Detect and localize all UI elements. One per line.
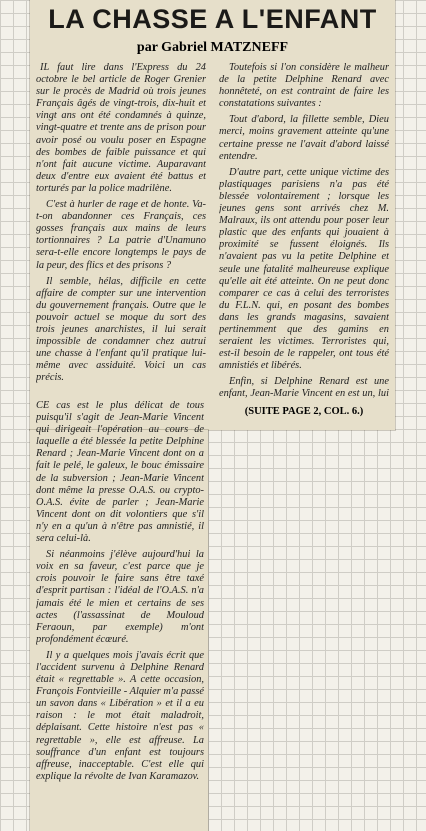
paragraph: Si néanmoins j'élève aujourd'hui la voix en sa faveur, c'est parce que je crois pouvoir le faire sans être taxé d'esprit partisan : l'idéal de l'O.A.S. n'a jamais été le mien et certains de ses actes (l'assassinat de Mouloud Feraoun, par exemple) m'ont profondément écœuré.: [36, 549, 204, 645]
paragraph: [36, 62, 206, 195]
continuation-note: (SUITE PAGE 2, COL. 6.): [244, 406, 364, 417]
paragraph: Tout d'abord, la fillette semble, Dieu merci, moins gravement atteinte qu'une certaine presse ne l'avait d'abord laissé entendre.: [219, 114, 389, 162]
paragraph: Il y a quelques mois j'avais écrit que l'accident survenu à Delphine Renard était « regrettable ». A cette occasion, François Fontvieille - Alquier m'a passé un savon dans « Libération » et il a eu raison : le mot était maladroit, déplaisant. Cette histoire n'est pas « regrettable », elle est affreuse. La souffrance d'un enfant est toujours affreuse, inacceptable. C'est elle qui explique la révolte de Ivan Karamazov.: [36, 649, 204, 782]
article-title: LA CHASSE A L'ENFANT: [48, 4, 377, 34]
paragraph: D'autre part, cette unique victime des plastiquages parisiens n'a pas été blessée volontairement ; lorsque les jeunes gens sont arrivés chez M. Malraux, ils ont attendu pour poser leur plastic que des enfants qui jouaient à proximité se fussent éloignés. Ils n'avaient pas vu la petite Delphine et seule une fatalité malheureuse explique qu'elle ait été atteinte. On ne peut donc comparer ce cas à celui des terroristes du F.L.N. qui, en posant des bombes dans les grands magasins, savaient pertinemment que des gamins en seraient les victimes. Terroristes qui, est-il besoin de le rappeler, ont tous été amnistiés et libérés.: [219, 166, 389, 372]
paragraph-text: IL faut lire dans l'Express du 24 octobre le bel article de Roger Grenier sur le procès de Madrid où trois jeunes Français âgés de vingt-trois, dix-huit et vingt ans ont été condamnés à quinze, vingt-quatre et trente ans de prison pour avoir posé ou voulu poser en Espagne des bombes de faible puissance et qui n'ont fait aucune victime. Auparavant deux d'entre eux avaient été battus et torturés par la police madrilène.: [36, 62, 206, 194]
paragraph: Enfin, si Delphine Renard est une enfant, Jean-Marie Vincent en est un, lui: [219, 376, 389, 398]
column-1: [36, 62, 206, 398]
article-byline: par Gabriel MATZNEFF: [136, 40, 289, 55]
paragraph: C'est à hurler de rage et de honte. Va-t-on abandonner ces Français, ces gosses français aux mains de leurs tortionnaires ? La patrie d'Unamuno sera-t-elle encore longtemps le pays de la peur, des flics et des prisons ?: [36, 199, 206, 271]
paragraph: CE cas est le plus délicat de tous puisqu'il s'agit de Jean-Marie Vincent qui dirigeait l'opération au cours de laquelle a été blessée la petite Delphine Renard ; Jean-Marie Vincent dont on a fait le pelé, le galeux, le bouc émissaire de la subversion ; Jean-Marie Vincent dont même la presse O.A.S. ou crypto-O.A.S. évite de parler ; Jean-Marie Vincent dont on dit volontiers que s'il n'y en a qu'un à n'être pas amnistié, il sera celui-là.: [36, 400, 204, 545]
paragraph: Toutefois si l'on considère le malheur de la petite Delphine Renard avec honnêteté, on est contraint de faire les constatations suivantes :: [219, 62, 389, 110]
column-2: [219, 62, 389, 398]
paragraph: Il semble, hélas, difficile en cette affaire de compter sur une intervention du gouvernement français. Outre que le pouvoir actuel se moque du sort des trois jeunes anarchistes, il lui serait impossible de condamner chez autrui une chasse à l'enfant qu'il pratique lui-même avec assiduité. Voici un cas précis.: [36, 275, 206, 384]
column-3: [36, 400, 204, 828]
